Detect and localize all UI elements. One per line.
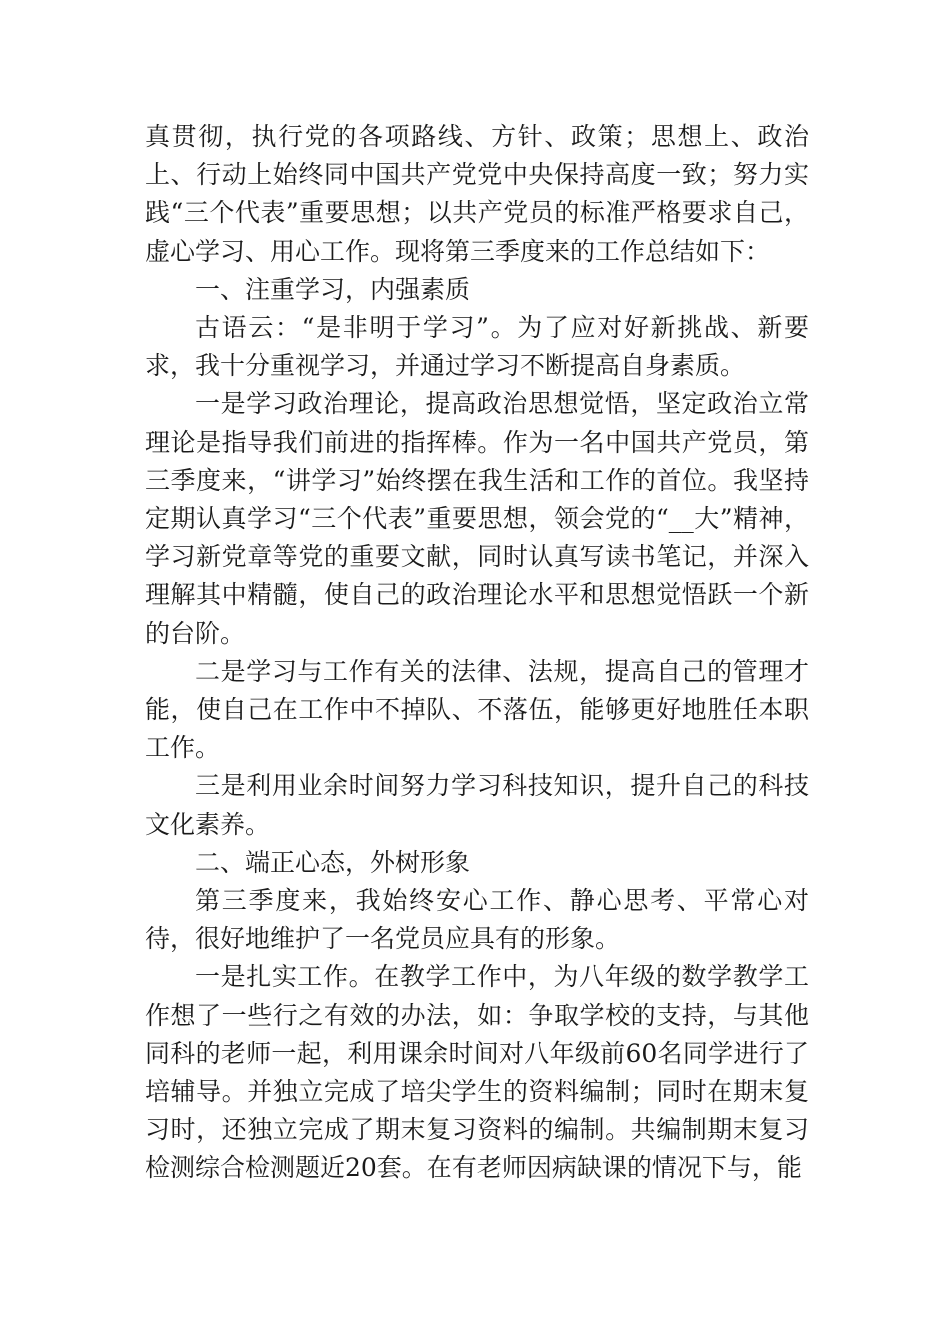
section-heading-1: 一、注重学习，内强素质 (195, 274, 471, 304)
paragraph-intro: 真贯彻，执行党的各项路线、方针、政策；思想上、政治上、行动上始终同中国共产党党中央保持高度一致；努力实践“三个代表”重要思想；以共产党员的标准严格要求自己，虚心学习、用心工作。现将第三季度来的工作总结如下： (145, 122, 809, 266)
paragraph-technology: 三是利用业余时间努力学习科技知识，提升自己的科技文化素养。 (145, 771, 809, 839)
document-body (145, 118, 809, 1188)
paragraph-study-intro: 古语云：“是非明于学习”。为了应对好新挑战、新要求，我十分重视学习，并通过学习不断提高自身素质。 (145, 313, 809, 381)
paragraph-political-theory: 一是学习政治理论，提高政治思想觉悟，坚定政治立常理论是指导我们前进的指挥棒。作为一名中国共产党员，第三季度来，“讲学习”始终摆在我生活和工作的首位。我坚持定期认真学习“三个代表”重要思想，领会党的“__大”精神，学习新党章等党的重要文献，同时认真写读书笔记，并深入理解其中精髓，使自己的政治理论水平和思想觉悟跃一个新的台阶。 (145, 389, 809, 648)
paragraph-solid-work: 一是扎实工作。在教学工作中，为八年级的数学教学工作想了一些行之有效的办法，如：争取学校的支持，与其他同科的老师一起，利用课余时间对八年级前60名同学进行了培辅导。并独立完成了培尖学生的资料编制；同时在期末复习时，还独立完成了期末复习资料的编制。共编制期末复习检测综合检测题近20套。在有老师因病缺课的情况下与，能 (145, 962, 809, 1183)
paragraph-laws: 二是学习与工作有关的法律、法规，提高自己的管理才能，使自己在工作中不掉队、不落伍，能够更好地胜任本职工作。 (145, 656, 809, 763)
section-heading-2: 二、端正心态，外树形象 (195, 847, 471, 877)
paragraph-attitude: 第三季度来，我始终安心工作、静心思考、平常心对待，很好地维护了一名党员应具有的形象。 (145, 886, 809, 954)
